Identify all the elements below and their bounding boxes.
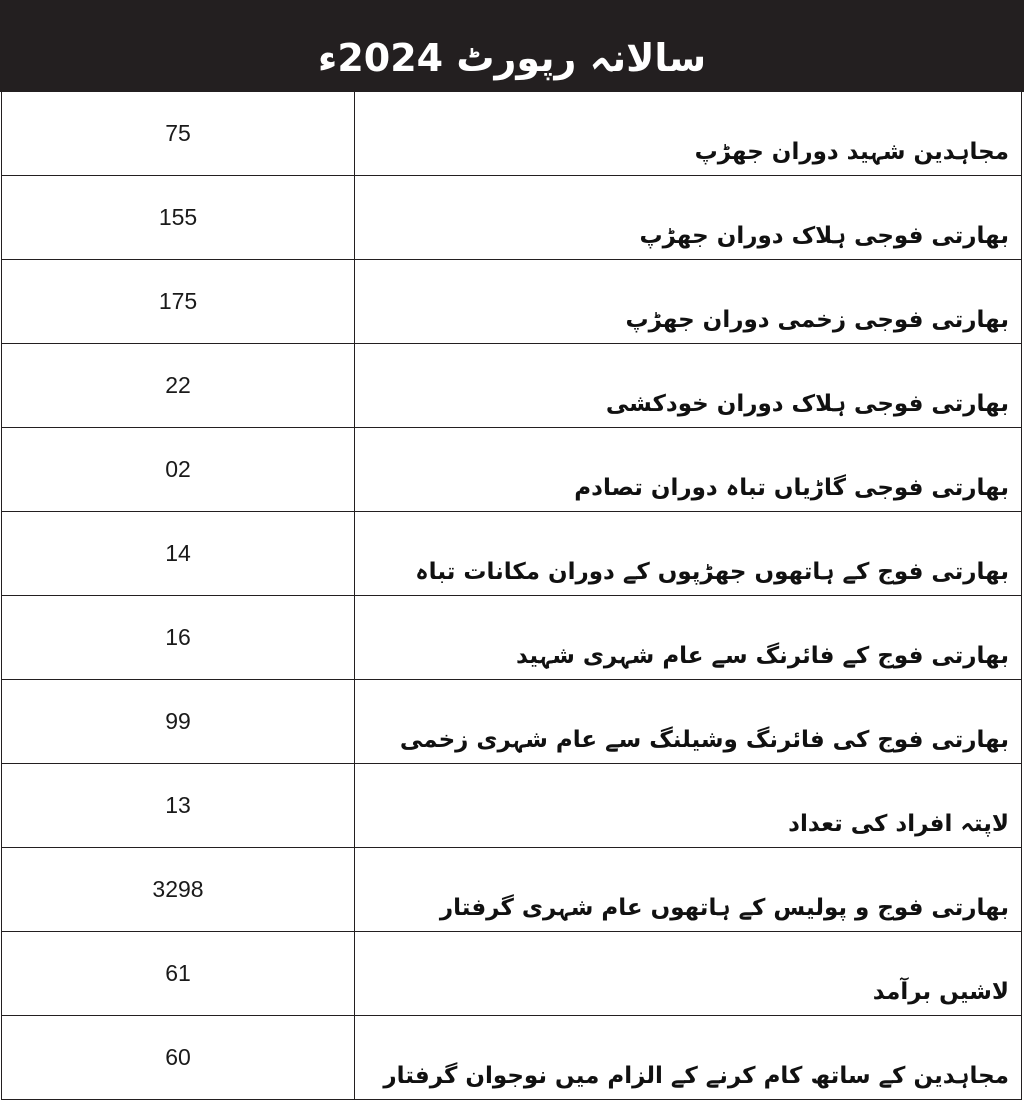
- row-value: 60: [2, 1016, 355, 1100]
- table-row: [2, 428, 1022, 512]
- row-value: 75: [2, 92, 355, 176]
- row-value: 155: [2, 176, 355, 260]
- title-bar: [0, 0, 1024, 92]
- row-value: 175: [2, 260, 355, 344]
- table-row: [2, 260, 1022, 344]
- table-row: [2, 848, 1022, 932]
- report-title: سالانہ رپورٹ 2024ء: [317, 36, 707, 80]
- row-label: مجاہدین شہید دوران جھڑپ: [355, 92, 1022, 176]
- row-value: 13: [2, 764, 355, 848]
- table-row: [2, 176, 1022, 260]
- table-row: [2, 764, 1022, 848]
- row-value: 16: [2, 596, 355, 680]
- row-label: بھارتی فوجی زخمی دوران جھڑپ: [355, 260, 1022, 344]
- row-value: 61: [2, 932, 355, 1016]
- row-label: لاشیں برآمد: [355, 932, 1022, 1016]
- table-row: [2, 680, 1022, 764]
- stats-table: [1, 91, 1022, 1100]
- row-value: 22: [2, 344, 355, 428]
- table-row: [2, 596, 1022, 680]
- row-label: بھارتی فوج کے ہاتھوں جھڑپوں کے دوران مکانات تباہ: [355, 512, 1022, 596]
- row-label: بھارتی فوجی ہلاک دوران خودکشی: [355, 344, 1022, 428]
- row-label: بھارتی فوجی گاڑیاں تباہ دوران تصادم: [355, 428, 1022, 512]
- table-row: [2, 344, 1022, 428]
- row-label: بھارتی فوج و پولیس کے ہاتھوں عام شہری گرفتار: [355, 848, 1022, 932]
- table-row: [2, 932, 1022, 1016]
- row-label: بھارتی فوجی ہلاک دوران جھڑپ: [355, 176, 1022, 260]
- row-label: مجاہدین کے ساتھ کام کرنے کے الزام میں نوجوان گرفتار: [355, 1016, 1022, 1100]
- row-value: 3298: [2, 848, 355, 932]
- row-value: 14: [2, 512, 355, 596]
- row-value: 02: [2, 428, 355, 512]
- row-value: 99: [2, 680, 355, 764]
- table-row: [2, 1016, 1022, 1100]
- row-label: لاپتہ افراد کی تعداد: [355, 764, 1022, 848]
- table-row: [2, 512, 1022, 596]
- table-row: [2, 92, 1022, 176]
- row-label: بھارتی فوج کی فائرنگ وشیلنگ سے عام شہری زخمی: [355, 680, 1022, 764]
- row-label: بھارتی فوج کے فائرنگ سے عام شہری شہید: [355, 596, 1022, 680]
